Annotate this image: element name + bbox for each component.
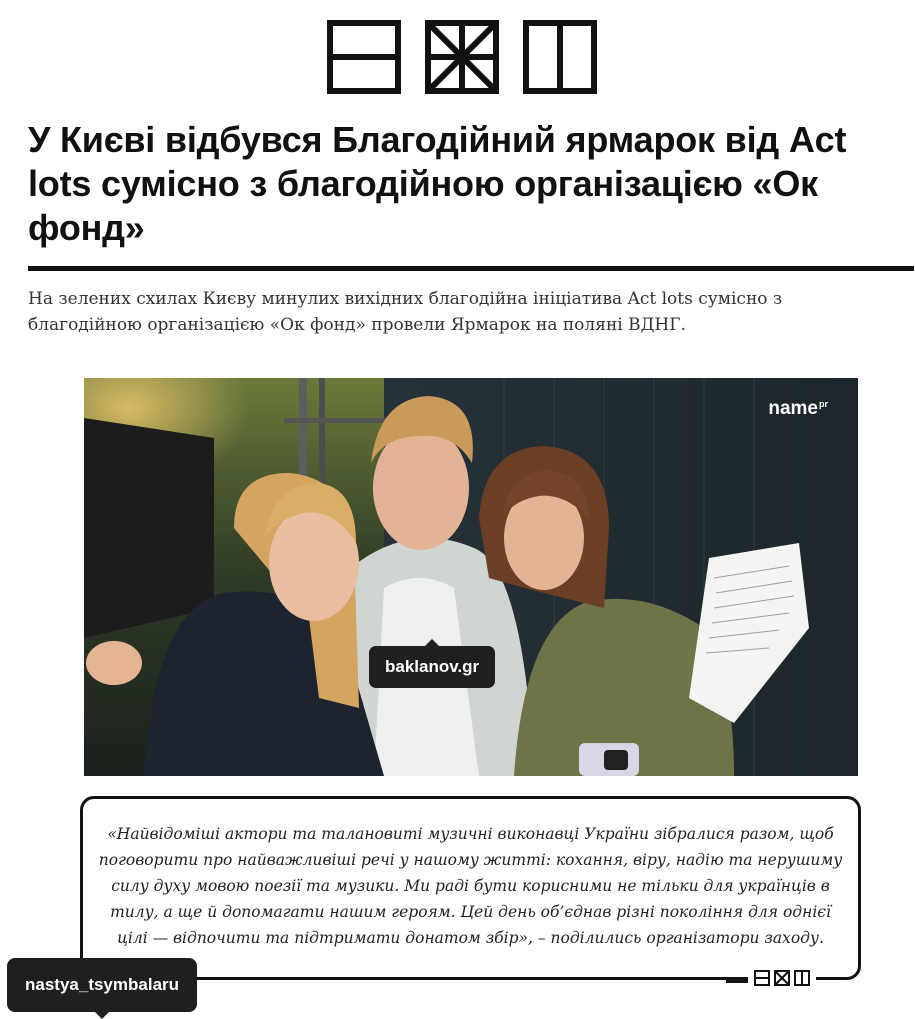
article-headline: У Києві відбувся Благодійний ярмарок від Act lots сумісно з благодійною організацією «Ок фонд» (28, 119, 847, 248)
mini-brand-logo (748, 970, 816, 986)
photo-illustration (84, 378, 858, 776)
horizontal-split-square-icon (327, 20, 401, 94)
x-square-icon (774, 970, 790, 986)
article-quote: «Найвідоміші актори та талановиті музичні виконавці України зібралися разом, щоб поговорити про найважливіші речі у нашому житті: кохання, віру, надію та нерушиму силу духу мовою поезії та музики. Ми раді бути корисними не тільки для українців в тилу, а ще й допомагати нашим героям. Цей день об’єднав різні покоління для однієї цілі — відпочити та підтримати донатом збір», – поділились організатори заходу. (98, 825, 843, 947)
photo-watermark (768, 398, 828, 420)
brand-logo[interactable] (327, 20, 597, 94)
vertical-split-square-icon (794, 970, 810, 986)
watermark-sup: pr (819, 398, 828, 409)
quote-box-decor-line (726, 980, 750, 983)
article-lead: На зелених схилах Києву минулих вихідних благодійна ініціатива Act lots сумісно з благодійною організацією «Ок фонд» провели Ярмарок на поляні ВДНГ. (28, 289, 783, 335)
headline-divider (28, 266, 914, 271)
x-square-icon (425, 20, 499, 94)
vertical-split-square-icon (523, 20, 597, 94)
quote-box (80, 796, 861, 980)
article-photo (84, 378, 858, 776)
photo-user-tag[interactable]: baklanov.gr (369, 646, 495, 688)
watermark-text: name (768, 398, 818, 419)
user-tag[interactable]: nastya_tsymbalaru (7, 958, 197, 1012)
horizontal-split-square-icon (754, 970, 770, 986)
